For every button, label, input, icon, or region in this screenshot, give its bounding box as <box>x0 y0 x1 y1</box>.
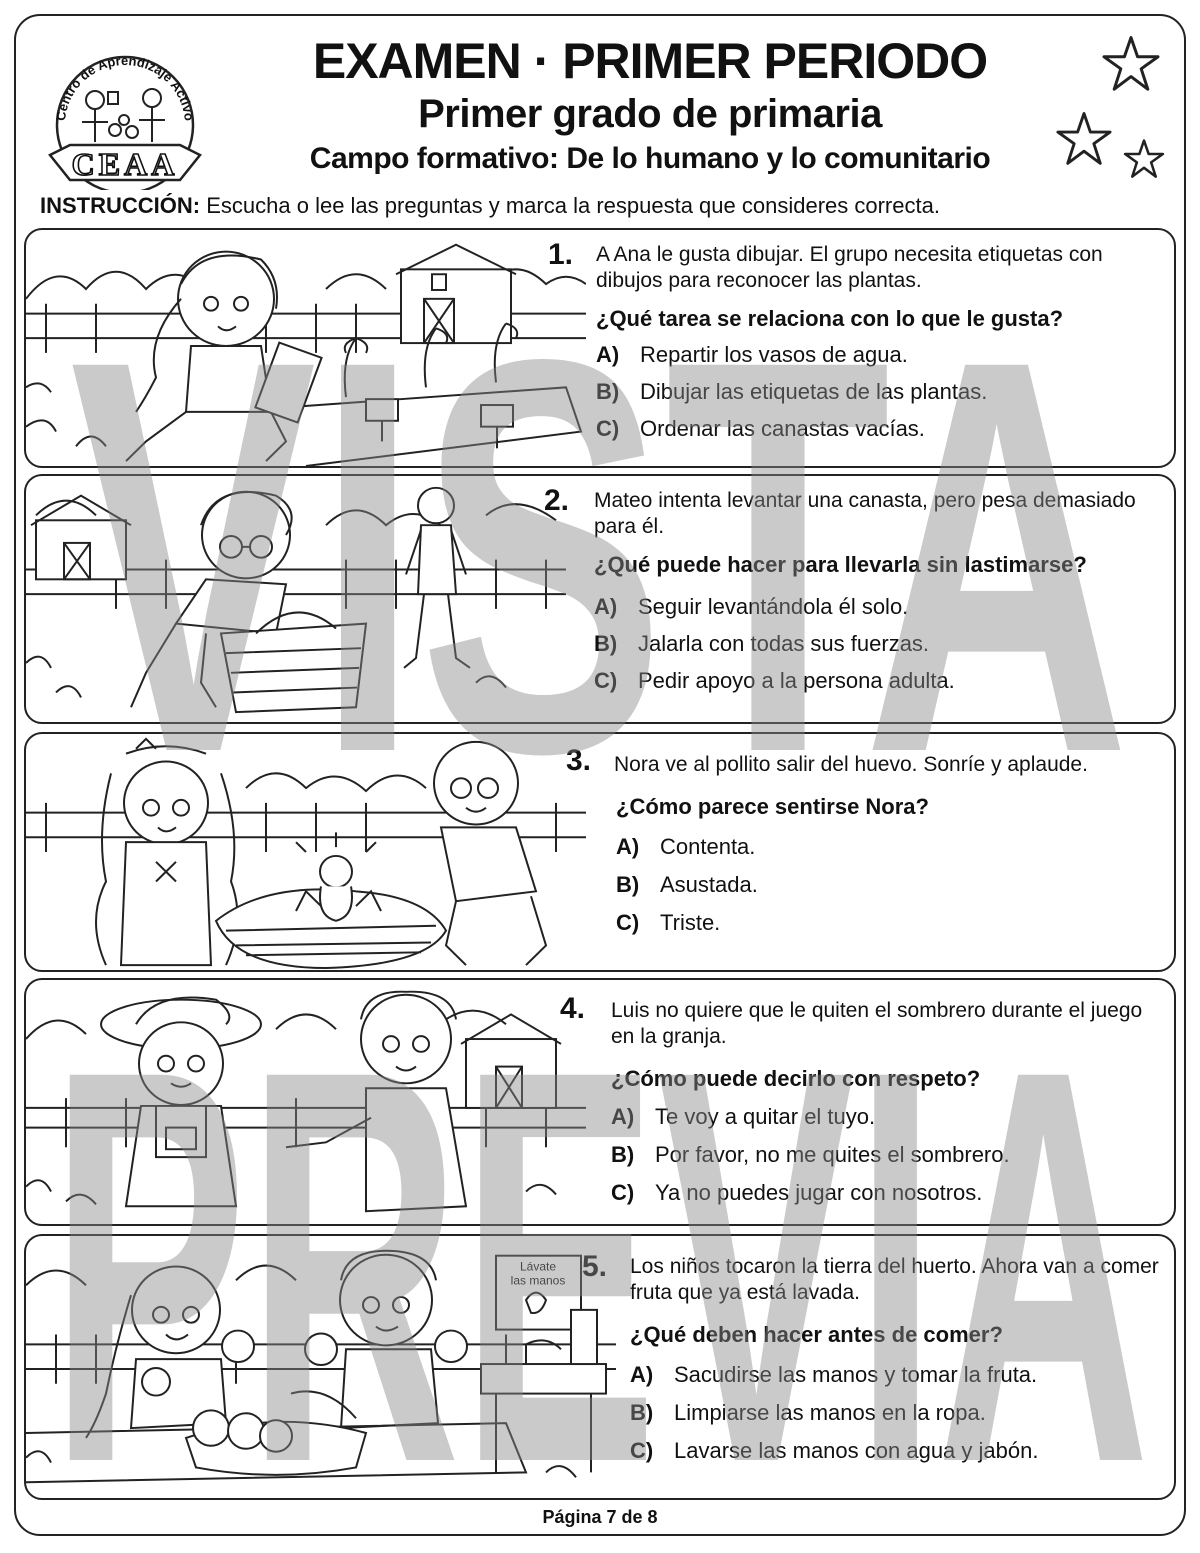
svg-text:Centro de Aprendizaje Activo <box>53 53 197 122</box>
option-text: Asustada. <box>660 872 758 897</box>
question-number: 4. <box>560 992 586 1025</box>
option-text: Contenta. <box>660 834 756 859</box>
option-text: Ordenar las canastas vacías. <box>640 416 925 441</box>
option-letter: A) <box>616 834 640 859</box>
option-b[interactable] <box>616 872 758 898</box>
illustration-chick-hatching <box>26 734 586 970</box>
option-text: Limpiarse las manos en la ropa. <box>674 1400 986 1425</box>
option-text: Pedir apoyo a la persona adulta. <box>638 668 955 693</box>
star-icon <box>1054 110 1114 168</box>
question-number: 2. <box>544 484 570 517</box>
question-text: Los niños tocaron la tierra del huerto. Ahora van a comer fruta que ya está lavada. <box>630 1255 1159 1304</box>
question-2 <box>24 474 1176 724</box>
illustration-boys-hat <box>26 980 586 1224</box>
question-3 <box>24 732 1176 972</box>
logo-text: CEAA <box>71 146 179 182</box>
option-a[interactable] <box>611 1104 875 1130</box>
watermark-word: VISTA <box>70 243 1130 869</box>
question-prompt: ¿Cómo puede decirlo con respeto? <box>611 1066 981 1091</box>
star-icon <box>1100 34 1162 94</box>
option-c[interactable] <box>630 1438 1038 1464</box>
illustration-handwashing <box>26 1236 616 1498</box>
field-title: Campo formativo: De lo humano y lo comunitario <box>309 142 991 175</box>
question-number: 5. <box>582 1250 608 1283</box>
ceaa-logo <box>40 30 210 190</box>
option-text: Te voy a quitar el tuyo. <box>655 1104 876 1129</box>
logo-arc-text: Centro de Aprendizaje Activo <box>53 52 197 122</box>
question-text: Luis no quiere que le quiten el sombrero durante el juego en la granja. <box>611 999 1143 1048</box>
option-b[interactable] <box>596 379 987 405</box>
exam-title: EXAMEN · PRIMER PERIODO <box>312 33 988 89</box>
instruction-text: Escucha o lee las preguntas y marca la respuesta que consideres correcta. <box>206 193 940 218</box>
option-text: Dibujar las etiquetas de las plantas. <box>640 379 988 404</box>
option-c[interactable] <box>616 910 720 936</box>
option-text: Por favor, no me quites el sombrero. <box>655 1142 1010 1167</box>
option-text: Repartir los vasos de agua. <box>640 342 908 367</box>
option-c[interactable] <box>594 668 955 694</box>
option-letter: C) <box>594 668 618 693</box>
option-text: Triste. <box>660 910 721 935</box>
question-prompt: ¿Qué puede hacer para llevarla sin lastimarse? <box>594 552 1087 577</box>
illustration-boy-basket <box>26 476 566 722</box>
illustration-girl-drawing <box>26 230 586 466</box>
option-letter: B) <box>616 872 640 897</box>
question-4 <box>24 978 1176 1226</box>
option-letter: B) <box>611 1142 635 1167</box>
instruction-label: INSTRUCCIÓN: <box>40 193 201 218</box>
question-5 <box>24 1234 1176 1500</box>
question-text: Mateo intenta levantar una canasta, pero pesa demasiado para él. <box>594 489 1136 538</box>
option-a[interactable] <box>616 834 755 860</box>
question-number: 3. <box>566 744 592 777</box>
option-letter: C) <box>596 416 620 441</box>
question-prompt: ¿Qué deben hacer antes de comer? <box>630 1322 1003 1347</box>
option-letter: C) <box>616 910 640 935</box>
option-b[interactable] <box>594 631 929 657</box>
question-prompt: ¿Qué tarea se relaciona con lo que le gusta? <box>596 306 1064 331</box>
option-letter: C) <box>630 1438 654 1463</box>
option-text: Lavarse las manos con agua y jabón. <box>674 1438 1039 1463</box>
option-letter: A) <box>596 342 620 367</box>
option-c[interactable] <box>596 416 925 442</box>
option-letter: B) <box>630 1400 654 1425</box>
grade-title: Primer grado de primaria <box>418 92 882 136</box>
instruction <box>40 193 940 219</box>
handwash-sign-text: Lávate las manos <box>510 1259 566 1288</box>
option-text: Ya no puedes jugar con nosotros. <box>655 1180 983 1205</box>
question-text: A Ana le gusta dibujar. El grupo necesita etiquetas con dibujos para reconocer las plantas. <box>596 243 1103 292</box>
option-text: Jalarla con todas sus fuerzas. <box>638 631 930 656</box>
option-b[interactable] <box>630 1400 986 1426</box>
option-letter: B) <box>596 379 620 404</box>
option-letter: A) <box>630 1362 654 1387</box>
question-prompt: ¿Cómo parece sentirse Nora? <box>616 794 929 819</box>
page-number: Página 7 de 8 <box>542 1507 658 1527</box>
option-letter: B) <box>594 631 618 656</box>
option-c[interactable] <box>611 1180 982 1206</box>
question-number: 1. <box>548 238 574 271</box>
option-text: Seguir levantándola él solo. <box>638 594 909 619</box>
star-icon <box>1122 138 1166 180</box>
option-text: Sacudirse las manos y tomar la fruta. <box>674 1362 1038 1387</box>
option-a[interactable] <box>596 342 908 368</box>
option-letter: C) <box>611 1180 635 1205</box>
option-a[interactable] <box>630 1362 1037 1388</box>
question-1 <box>24 228 1176 468</box>
option-letter: A) <box>594 594 618 619</box>
option-b[interactable] <box>611 1142 1010 1168</box>
option-letter: A) <box>611 1104 635 1129</box>
watermark-word: PREVIA <box>50 953 1150 1490</box>
option-a[interactable] <box>594 594 908 620</box>
question-text: Nora ve al pollito salir del huevo. Sonríe y aplaude. <box>614 753 1088 776</box>
